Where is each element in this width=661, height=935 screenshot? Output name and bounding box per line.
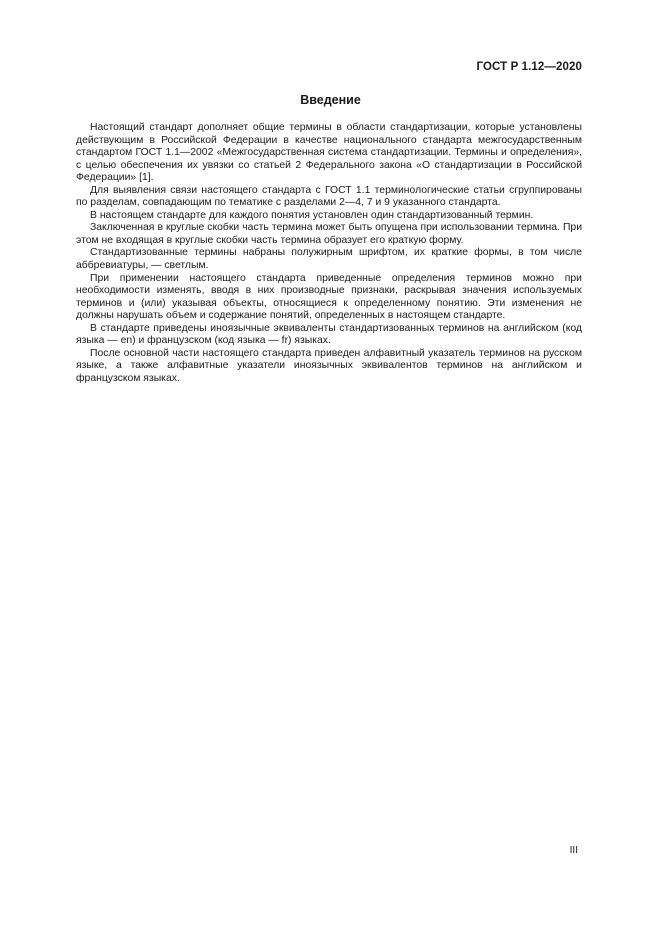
paragraph: В настоящем стандарте для каждого понятия установлен один стандартизованный термин. (90, 209, 534, 221)
introduction-body (76, 122, 582, 385)
section-title: Введение (300, 93, 361, 107)
paragraph: В стандарте приведены иноязычные эквиваленты стандартизованных терминов на английском (код языка — en) и французском (код языка — fr) языках. (76, 322, 582, 347)
paragraph: Заключенная в круглые скобки часть термина может быть опущена при использовании термина. При этом не входящая в круглые скобки часть термина образует его краткую форму. (76, 222, 582, 246)
paragraph: Для выявления связи настоящего стандарта с ГОСТ 1.1 терминологические статьи сгруппированы по разделам, совпадающим по тематике с разделами 2—4, 7 и 9 указанного стандарта. (76, 184, 582, 209)
standard-id-header: ГОСТ Р 1.12—2020 (476, 61, 582, 73)
paragraph: Стандартизованные термины набраны полужирным шрифтом, их краткие формы, в том числе аббревиатуры, — светлым. (76, 247, 582, 272)
paragraph: При применении настоящего стандарта приведенные определения терминов можно при необходимости изменять, вводя в них производные признаки, раскрывая значения используемых терминов и (или) указывая объекты, относящиеся к определенному понятию. Эти изменения не должны нарушать объем и содержание понятий, определенных в настоящем стандарте. (76, 272, 582, 322)
paragraph: Настоящий стандарт дополняет общие термины в области стандартизации, которые установлены действующим в Российской Федерации в качестве национального стандарта межгосударственным стандартом ГОСТ 1.1—2002 «Межгосударственная система стандартизации. Термины и определения», с целью обеспечения их увязки со статьей 2 Федерального закона «О стандартизации в Российской Федерации» [1]. (76, 122, 582, 184)
page-number: III (569, 845, 578, 856)
paragraph: После основной части настоящего стандарта приведен алфавитный указатель терминов на русском языке, а также алфавитные указатели иноязычных эквивалентов терминов на английском и французском языках. (76, 347, 582, 384)
